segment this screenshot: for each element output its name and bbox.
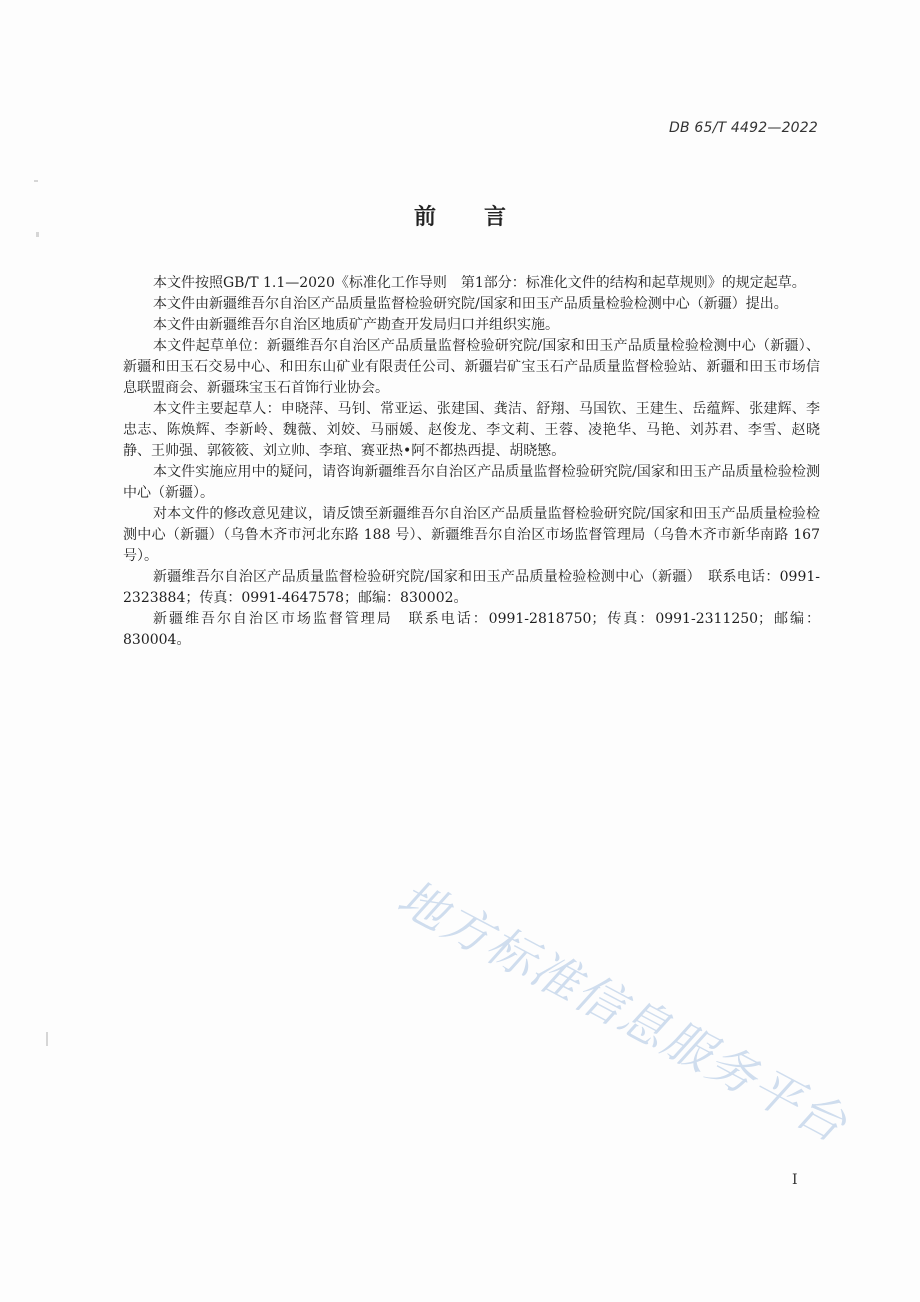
paragraph: 本文件由新疆维吾尔自治区产品质量监督检验研究院/国家和田玉产品质量检验检测中心（新疆）提出。 bbox=[153, 296, 788, 312]
paragraph: 本文件实施应用中的疑问，请咨询新疆维吾尔自治区产品质量监督检验研究院/国家和田玉产品质量检验检测中心（新疆）。 bbox=[123, 464, 820, 501]
paragraph: 对本文件的修改意见建议，请反馈至新疆维吾尔自治区产品质量监督检验研究院/国家和田玉产品质量检验检测中心（新疆）（乌鲁木齐市河北东路 188 号）、新疆维吾尔自治区市场监督管理局（乌鲁木齐市新华南路 167 号）。 bbox=[123, 506, 820, 564]
scan-speck bbox=[36, 232, 39, 237]
watermark: 地方标准信息服务平台 bbox=[388, 869, 857, 1154]
scan-speck bbox=[34, 180, 38, 182]
foreword-body bbox=[123, 273, 820, 651]
paragraph: 本文件由新疆维吾尔自治区地质矿产勘查开发局归口并组织实施。 bbox=[153, 317, 559, 333]
document-code: DB 65/T 4492—2022 bbox=[668, 120, 818, 136]
page-number: I bbox=[792, 1172, 798, 1188]
paragraph: 本文件按照GB/T 1.1—2020《标准化工作导则 第1部分：标准化文件的结构和起草规则》的规定起草。 bbox=[153, 275, 806, 291]
paragraph: 新疆维吾尔自治区产品质量监督检验研究院/国家和田玉产品质量检验检测中心（新疆） 联系电话：0991-2323884；传真：0991-4647578；邮编：830002。 bbox=[123, 569, 820, 606]
paragraph: 新疆维吾尔自治区市场监督管理局 联系电话：0991-2818750；传真：0991-2311250；邮编：830004。 bbox=[123, 611, 820, 648]
page-title: 前言 bbox=[413, 205, 554, 230]
scan-speck bbox=[46, 1032, 48, 1046]
paragraph: 本文件起草单位：新疆维吾尔自治区产品质量监督检验研究院/国家和田玉产品质量检验检测中心（新疆）、新疆和田玉石交易中心、和田东山矿业有限责任公司、新疆岩矿宝玉石产品质量监督检验站、新疆和田玉市场信息联盟商会、新疆珠宝玉石首饰行业协会。 bbox=[123, 338, 820, 396]
paragraph: 本文件主要起草人：申晓萍、马钊、常亚运、张建国、龚洁、舒翔、马国钦、王建生、岳蕴辉、张建辉、李忠志、陈焕辉、李新岭、魏薇、刘姣、马丽媛、赵俊龙、李文莉、王蓉、凌艳华、马艳、刘苏君、李雪、赵晓静、王帅强、郭筱筱、刘立帅、李琯、赛亚热•阿不都热西提、胡晓慜。 bbox=[123, 401, 820, 459]
